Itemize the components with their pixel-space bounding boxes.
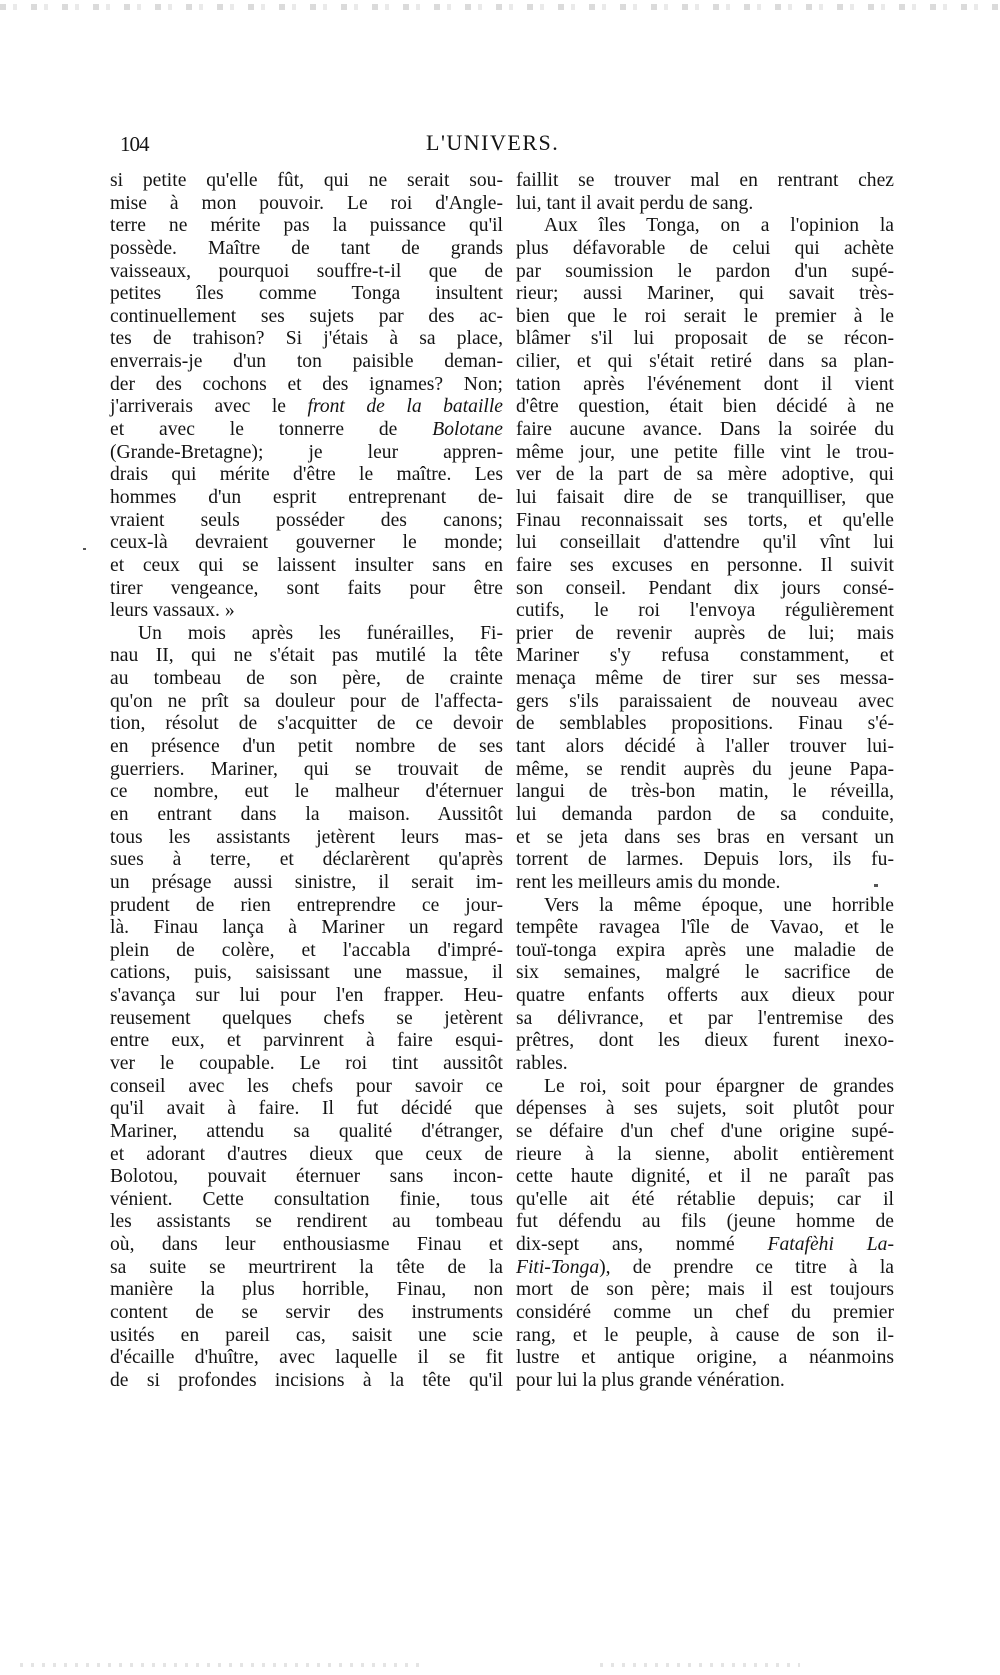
text-line: ver le coupable. Le roi tint aussitôt [110, 1052, 503, 1074]
text-line: faire aucune avance. Dans la soirée du [516, 419, 894, 441]
text-line: Mariner, attendu sa qualité d'étranger, [110, 1120, 503, 1142]
text-run: et avec le tonnerre de [110, 419, 433, 441]
text-line: plein de colère, et l'accabla d'impré- [110, 939, 503, 961]
text-line: et se jeta dans ses bras en versant un [516, 826, 894, 848]
scan-artifact-bottom [20, 1663, 420, 1667]
italic-text-run: Bolotane [432, 419, 503, 441]
text-line [516, 1257, 894, 1280]
text-line: qu'il avait à faire. Il fut décidé que [110, 1098, 503, 1120]
scan-artifact-top [0, 4, 1000, 10]
text-line: tirer vengeance, sont faits pour être [110, 577, 503, 599]
text-line: touï-tonga expira après une maladie de [516, 939, 894, 961]
text-line: même, se rendit auprès du jeune Papa- [516, 758, 894, 780]
text-line: menaça même de tirer sur ses messa- [516, 668, 894, 690]
text-line: Le roi, soit pour épargner de grandes [544, 1075, 894, 1097]
text-line: les assistants se rendirent au tombeau [110, 1211, 503, 1233]
text-line: bien que le roi serait le premier à le [516, 305, 894, 327]
text-run: j'arriverais avec le [110, 396, 308, 418]
text-line: Un mois après les funérailles, Fi- [138, 622, 503, 644]
text-line: sa délivrance, et par l'entremise des [516, 1007, 894, 1029]
text-line: ceux-là devraient gouverner le monde; [110, 532, 503, 554]
text-line: possède. Maître de tant de grands [110, 237, 503, 259]
text-line: vraient seuls posséder des canons; [110, 509, 503, 531]
text-line: enverrais-je d'un ton paisible deman- [110, 351, 503, 373]
text-line [516, 1234, 894, 1257]
text-line: conseil avec les chefs pour savoir ce [110, 1075, 503, 1097]
text-line: cette haute dignité, et il ne paraît pas [516, 1166, 894, 1188]
text-line: rent les meilleurs amis du monde. [516, 871, 781, 893]
text-line: cations, puis, saisissant une massue, il [110, 962, 503, 984]
text-line: faillit se trouver mal en rentrant chez [516, 170, 894, 191]
text-line: petites îles comme Tonga insultent [110, 283, 503, 305]
italic-text-run: Fatafèhi La- [767, 1234, 894, 1256]
text-run: dix-sept ans, nommé [516, 1234, 768, 1256]
text-line: content de se servir des instruments [110, 1302, 503, 1324]
text-line: si petite qu'elle fût, qui ne serait sou- [110, 170, 503, 191]
text-line: ce nombre, eut le malheur d'éternuer [110, 781, 503, 803]
text-line: continuellement ses sujets par des ac- [110, 305, 503, 327]
scan-speck [83, 548, 86, 550]
text-line: rieure à la sienne, abolit entièrement [516, 1143, 894, 1165]
text-line: pour lui la plus grande vénération. [516, 1369, 785, 1391]
text-line: considéré comme un chef du premier [516, 1302, 894, 1324]
text-line: prêtres, dont les dieux furent inexo- [516, 1030, 894, 1052]
text-line: qu'on ne prît sa douleur pour de l'affecta- [110, 690, 503, 712]
text-line: rieur; aussi Mariner, qui savait très- [516, 283, 894, 305]
text-line: tempête ravagea l'île de Vavao, et le [516, 917, 894, 939]
italic-text-run: Fiti-Tonga [516, 1256, 600, 1278]
text-line: un présage aussi sinistre, il serait im- [110, 871, 503, 893]
text-line: plus défavorable de celui qui achète [516, 237, 894, 259]
text-line: nau II, qui ne s'était pas mutilé la tête [110, 645, 503, 667]
text-line: drais qui mérite d'être le maître. Les [110, 464, 503, 486]
text-line: rang, et le peuple, à cause de son il- [516, 1324, 894, 1346]
text-run: ), de prendre ce titre à la [599, 1256, 894, 1278]
text-line: lui conseillait d'attendre qu'il vînt lui [516, 532, 894, 554]
text-line: qu'elle ait été rétablie depuis; car il [516, 1188, 894, 1210]
text-line: Bolotou, pouvait éternuer sans incon- [110, 1166, 503, 1188]
text-line: lustre et antique origine, a néanmoins [516, 1347, 894, 1369]
text-line: prier de revenir auprès de lui; mais [516, 622, 894, 644]
text-line: d'écaille d'huître, avec laquelle il se fit [110, 1347, 503, 1369]
text-line: manière la plus horrible, Finau, non [110, 1279, 503, 1301]
text-line: fut défendu au fils (jeune homme de [516, 1211, 894, 1233]
text-line: der des cochons et des ignames? Non; [110, 373, 503, 395]
italic-text-run: front de la bataille [307, 396, 503, 418]
text-line: par soumission le pardon d'un supé- [516, 260, 894, 282]
text-line: se défaire d'un chef d'une origine supé- [516, 1120, 894, 1142]
text-line: cutifs, le roi l'envoya régulièrement [516, 600, 894, 622]
scan-speck [874, 884, 878, 887]
text-line: lui demanda pardon de sa conduite, [516, 803, 894, 825]
text-line: lui, tant il avait perdu de sang. [516, 192, 754, 214]
text-line: six semaines, malgré le sacrifice de [516, 962, 894, 984]
text-line: Finau reconnaissait ses torts, et qu'elle [516, 509, 894, 531]
text-line: cilier, et qui s'était retiré dans sa plan- [516, 351, 894, 373]
text-line: usités en pareil cas, saisit une scie [110, 1324, 503, 1346]
text-line: quatre enfants offerts aux dieux pour [516, 985, 894, 1007]
text-line: Mariner s'y refusa constamment, et [516, 645, 894, 667]
page-header [108, 130, 898, 156]
text-line: d'être question, était bien décidé à ne [516, 396, 894, 418]
text-line: guerriers. Mariner, qui se trouvait de [110, 758, 503, 780]
text-line: faire ses excuses en personne. Il suivit [516, 554, 894, 576]
text-line: reusement quelques chefs se jetèrent [110, 1007, 503, 1029]
running-title: L'UNIVERS. [426, 130, 560, 155]
text-line: vénient. Cette consultation finie, tous [110, 1188, 503, 1210]
text-line: entre eux, et parvinrent à faire esqui- [110, 1030, 503, 1052]
text-line: prudent de rien entreprendre ce jour- [110, 894, 503, 916]
text-line [110, 419, 503, 442]
text-line: de semblables propositions. Finau s'é- [516, 713, 894, 735]
text-line: terre ne mérite pas la puissance qu'il [110, 215, 503, 237]
scan-artifact-bottom [600, 1663, 800, 1667]
text-line: tation après l'événement dont il vient [516, 373, 894, 395]
text-line: mort de son père; mais il est toujours [516, 1279, 894, 1301]
text-line: tant alors décidé à l'aller trouver lui- [516, 736, 894, 758]
text-line: sues à terre, et déclarèrent qu'après [110, 849, 503, 871]
text-line: Aux îles Tonga, on a l'opinion la [544, 215, 894, 237]
text-line: tion, résolut de s'acquitter de ce devoir [110, 713, 503, 735]
text-line: même jour, une petite fille vint le trou- [516, 441, 894, 463]
text-line: tes de trahison? Si j'étais à sa place, [110, 328, 503, 350]
text-line: dépenses à ses sujets, soit plutôt pour [516, 1098, 894, 1120]
text-line [110, 396, 503, 419]
text-line: lui faisait dire de se tranquilliser, que [516, 486, 894, 508]
text-line: vaisseaux, pourquoi souffre-t-il que de [110, 260, 503, 282]
text-column-right [516, 170, 894, 1393]
text-line: où, dans leur enthousiasme Finau et [110, 1234, 503, 1256]
text-line: Vers la même époque, une horrible [544, 894, 894, 916]
text-line: rables. [516, 1052, 568, 1074]
text-line: et ceux qui se laissent insulter sans en [110, 554, 503, 576]
text-line: hommes d'un esprit entreprenant de- [110, 486, 503, 508]
text-line: leurs vassaux. » [110, 600, 235, 622]
text-line: s'avança sur lui pour l'en frapper. Heu- [110, 985, 503, 1007]
text-line: là. Finau lança à Mariner un regard [110, 917, 503, 939]
text-line: blâmer s'il lui proposait de se récon- [516, 328, 894, 350]
text-line: sa suite se meurtrirent la tête de la [110, 1256, 503, 1278]
text-line: et adorant d'autres dieux que ceux de [110, 1143, 503, 1165]
text-column-left [110, 170, 503, 1393]
text-line: langui de très-bon matin, le réveilla, [516, 781, 894, 803]
text-line: de si profondes incisions à la tête qu'il [110, 1369, 503, 1391]
text-line: son conseil. Pendant dix jours consé- [516, 577, 894, 599]
text-line: gers s'ils paraissaient de nouveau avec [516, 690, 894, 712]
text-line: tous les assistants jetèrent leurs mas- [110, 826, 503, 848]
text-line: ver de la part de sa mère adoptive, qui [516, 464, 894, 486]
text-line: en entrant dans la maison. Aussitôt [110, 803, 503, 825]
page-number: 104 [120, 132, 149, 156]
text-line: torrent de larmes. Depuis lors, ils fu- [516, 849, 894, 871]
text-line: (Grande-Bretagne); je leur appren- [110, 441, 503, 463]
text-line: en présence d'un petit nombre de ses [110, 736, 503, 758]
text-line: au tombeau de son père, de crainte [110, 668, 503, 690]
text-line: mise à mon pouvoir. Le roi d'Angle- [110, 192, 503, 214]
